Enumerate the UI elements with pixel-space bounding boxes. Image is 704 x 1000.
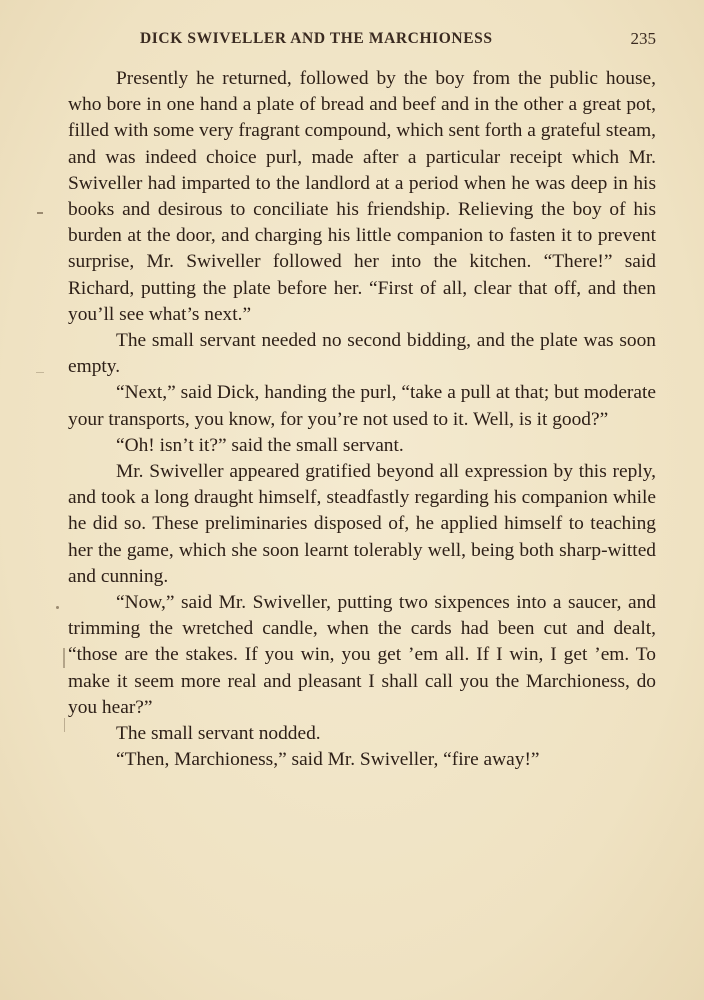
paragraph: “Then, Marchioness,” said Mr. Swiveller, “fire away!”	[116, 749, 540, 771]
running-head: DICK SWIVELLER AND THE MARCHIONESS	[140, 30, 493, 47]
paragraph: “Now,” said Mr. Swiveller, putting two sixpences into a saucer, and trimming the wretched candle, when the cards had been cut and dealt, “those are the stakes. If you win, you get ’em all. If I win, I get ’em. To make it seem more real and pleasant I shall call you the Marchioness, do you hear?”	[68, 592, 656, 718]
paragraph: The small servant nodded.	[116, 723, 321, 745]
paragraph: “Oh! isn’t it?” said the small servant.	[116, 434, 404, 456]
margin-speck	[36, 372, 44, 373]
page-number: 235	[630, 29, 656, 48]
page-header	[68, 28, 656, 52]
paragraph: Presently he returned, followed by the boy from the public house, who bore in one hand a plate of bread and beef and in the other a great pot, filled with some very fragrant compound, which sent forth a grateful steam, and was indeed choice purl, made after a particular receipt which Mr. Swiveller had imparted to the landlord at a period when he was deep in his books and desirous to conciliate his friendship. Relieving the boy of his burden at the door, and charging his little companion to fasten it to prevent surprise, Mr. Swiveller followed her into the kitchen. “There!” said Richard, putting the plate before her. “First of all, clear that off, and then you’ll see what’s next.”	[68, 68, 656, 325]
body-text	[68, 66, 656, 773]
margin-speck	[37, 212, 43, 214]
margin-speck	[63, 648, 65, 668]
paragraph: Mr. Swiveller appeared gratified beyond all expression by this reply, and took a long draught himself, steadfastly regarding his companion while he did so. These preliminaries disposed of, he applied himself to teaching her the game, which she soon learnt tolerably well, being both sharp-witted and cunning.	[68, 461, 656, 587]
margin-speck	[64, 718, 65, 732]
margin-speck	[56, 606, 59, 609]
paragraph: “Next,” said Dick, handing the purl, “take a pull at that; but moderate your transports, you know, for you’re not used to it. Well, is it good?”	[68, 382, 656, 430]
paragraph: The small servant needed no second bidding, and the plate was soon empty.	[68, 330, 656, 378]
